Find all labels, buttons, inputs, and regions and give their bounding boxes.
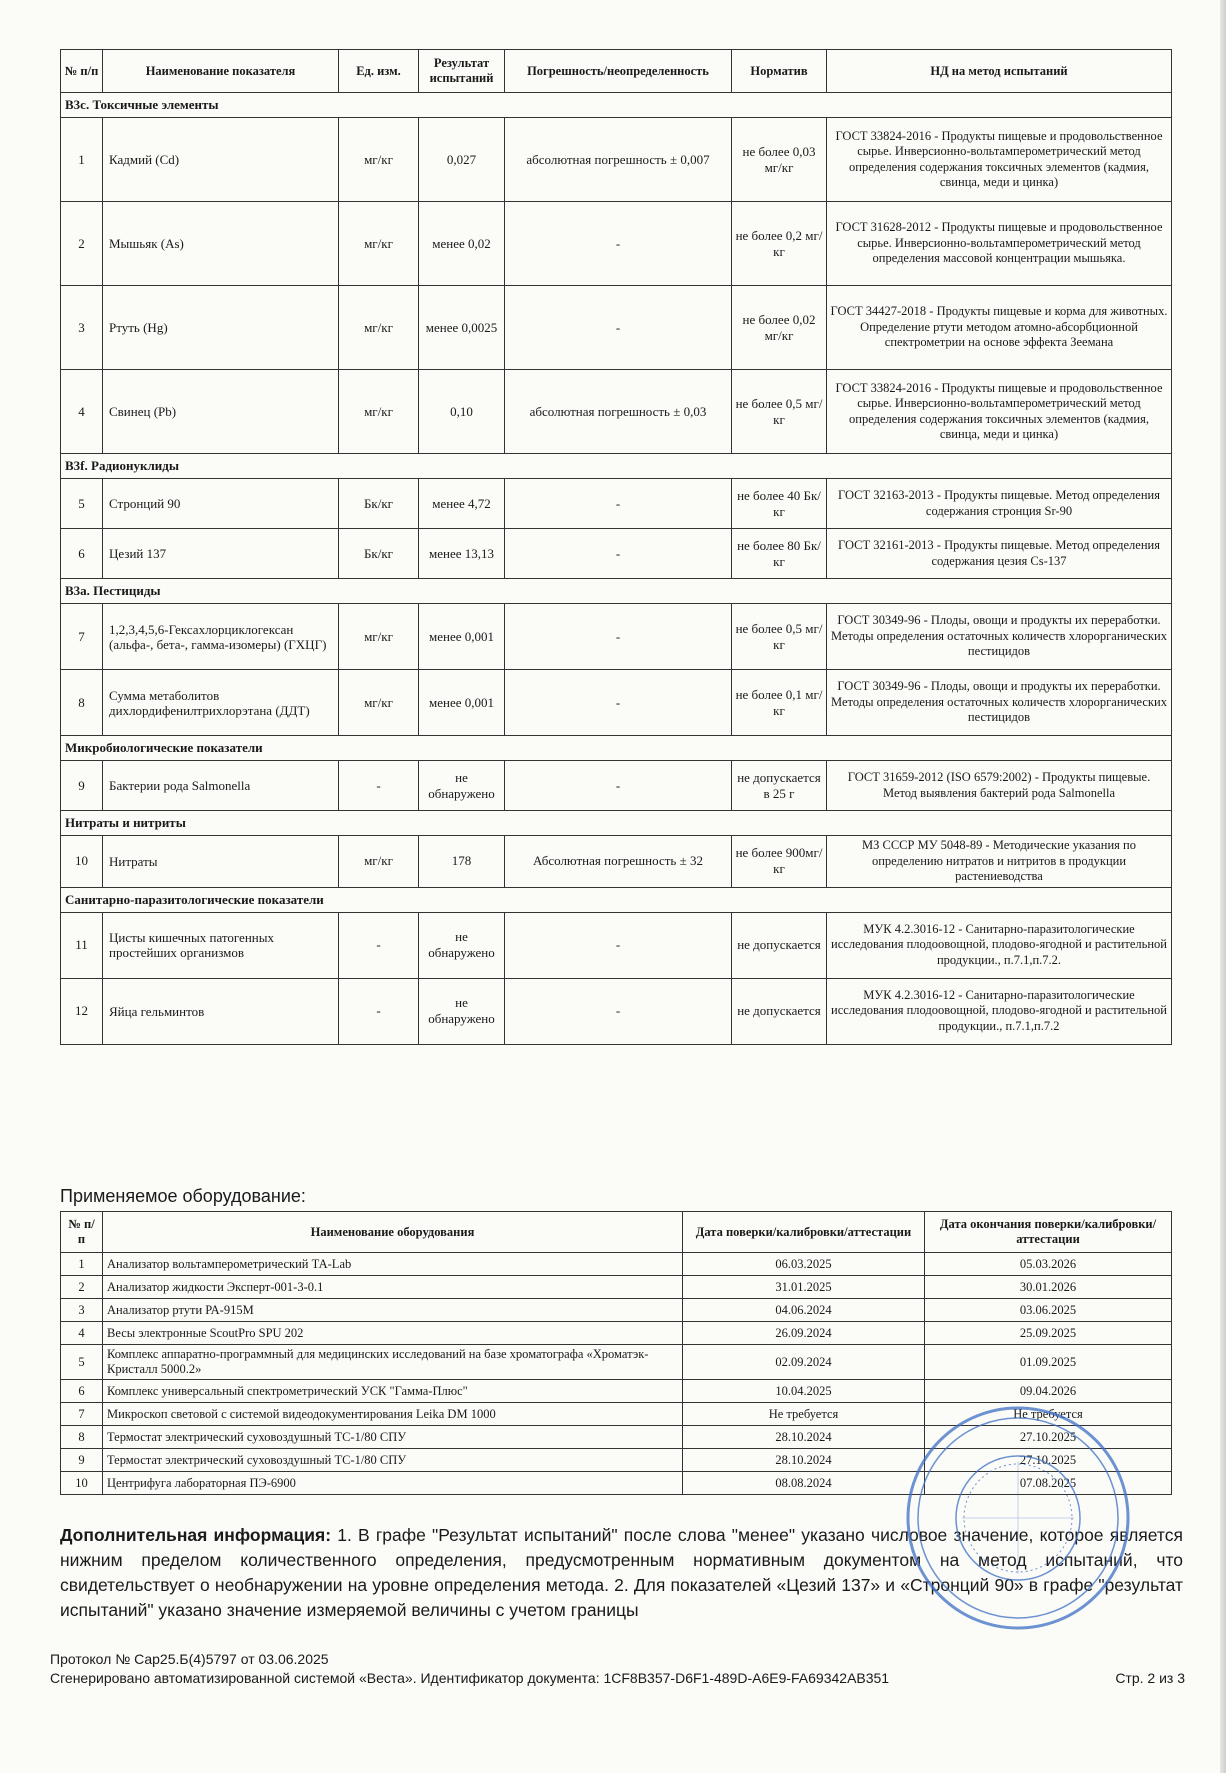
table-row — [61, 1253, 1172, 1276]
cell-norm: не более 80 Бк/кг — [732, 529, 827, 579]
cell-result: не обнаружено — [419, 761, 505, 811]
scan-edge — [1220, 0, 1226, 1773]
equip-cell-date-end: 03.06.2025 — [925, 1299, 1172, 1322]
cell-result: менее 0,001 — [419, 670, 505, 736]
page-number: Стр. 2 из 3 — [1115, 1670, 1185, 1686]
cell-uncertainty: - — [505, 479, 732, 529]
additional-info-text: 1. В графе "Результат испытаний" после слова "менее" указано числовое значение, которое является нижним пределом количественного определения, предусмотренным нормативным документом на метод испытаний, что свидетельствует о необнаружении на уровне определения метода. 2. Для показателей «Цезий 137» и «Стронций 90» в графе "результат испытаний" указано значение измеряемой величины с учетом границы — [60, 1525, 1183, 1620]
cell-name: 1,2,3,4,5,6-Гексахлорциклогексан (альфа-, бета-, гамма-изомеры) (ГХЦГ) — [103, 604, 339, 670]
section-row — [61, 454, 1172, 479]
equip-cell-num: 2 — [61, 1276, 103, 1299]
cell-result: 178 — [419, 836, 505, 888]
cell-unit: мг/кг — [339, 118, 419, 202]
table-row — [61, 479, 1172, 529]
cell-method: ГОСТ 33824-2016 - Продукты пищевые и продовольственное сырье. Инверсионно-вольтамперометрический метод определения содержания токсичных элементов (кадмия, свинца, меди и цинка) — [827, 118, 1172, 202]
cell-uncertainty: - — [505, 286, 732, 370]
cell-uncertainty: - — [505, 912, 732, 978]
equip-cell-num: 7 — [61, 1403, 103, 1426]
cell-norm: не более 0,02 мг/кг — [732, 286, 827, 370]
cell-method: ГОСТ 32161-2013 - Продукты пищевые. Метод определения содержания цезия Cs-137 — [827, 529, 1172, 579]
cell-num: 8 — [61, 670, 103, 736]
cell-name: Сумма метаболитов дихлордифенилтрихлорэтана (ДДТ) — [103, 670, 339, 736]
section-row — [61, 811, 1172, 836]
cell-method: ГОСТ 32163-2013 - Продукты пищевые. Метод определения содержания стронция Sr-90 — [827, 479, 1172, 529]
cell-unit: мг/кг — [339, 836, 419, 888]
cell-uncertainty: Абсолютная погрешность ± 32 — [505, 836, 732, 888]
cell-result: менее 0,001 — [419, 604, 505, 670]
cell-num: 6 — [61, 529, 103, 579]
table-row — [61, 912, 1172, 978]
col-header-num: № п/п — [61, 50, 103, 93]
cell-norm: не более 0,5 мг/кг — [732, 604, 827, 670]
cell-uncertainty: - — [505, 202, 732, 286]
table-row — [61, 286, 1172, 370]
cell-name: Ртуть (Hg) — [103, 286, 339, 370]
results-header-row — [61, 50, 1172, 93]
equip-cell-name: Анализатор жидкости Эксперт-001-3-0.1 — [103, 1276, 683, 1299]
equip-cell-num: 6 — [61, 1380, 103, 1403]
equip-cell-date-end: 25.09.2025 — [925, 1322, 1172, 1345]
equip-cell-date-check: 28.10.2024 — [683, 1426, 925, 1449]
equip-cell-date-check: 28.10.2024 — [683, 1449, 925, 1472]
col-header-result: Результат испытаний — [419, 50, 505, 93]
equip-cell-date-end: 05.03.2026 — [925, 1253, 1172, 1276]
cell-method: МУК 4.2.3016-12 - Санитарно-паразитологические исследования плодоовощной, плодово-ягодной и растительной продукции., п.7.1,п.7.2 — [827, 978, 1172, 1044]
section-title: Микробиологические показатели — [61, 736, 1172, 761]
table-row — [61, 978, 1172, 1044]
cell-unit: Бк/кг — [339, 529, 419, 579]
col-header-name: Наименование показателя — [103, 50, 339, 93]
table-row — [61, 604, 1172, 670]
equip-header-date-check: Дата поверки/калибровки/аттестации — [683, 1212, 925, 1253]
equip-cell-date-end: 07.08.2025 — [925, 1472, 1172, 1495]
section-title: В3f. Радионуклиды — [61, 454, 1172, 479]
equip-cell-date-end: 01.09.2025 — [925, 1345, 1172, 1380]
cell-uncertainty: абсолютная погрешность ± 0,03 — [505, 370, 732, 454]
cell-name: Кадмий (Cd) — [103, 118, 339, 202]
equip-cell-num: 5 — [61, 1345, 103, 1380]
equip-cell-date-check: 06.03.2025 — [683, 1253, 925, 1276]
cell-norm: не более 0,5 мг/кг — [732, 370, 827, 454]
col-header-method: НД на метод испытаний — [827, 50, 1172, 93]
cell-name: Мышьяк (As) — [103, 202, 339, 286]
equipment-title: Применяемое оборудование: — [60, 1186, 306, 1206]
section-title: В3а. Пестициды — [61, 579, 1172, 604]
equip-cell-num: 1 — [61, 1253, 103, 1276]
cell-unit: мг/кг — [339, 604, 419, 670]
col-header-norm: Норматив — [732, 50, 827, 93]
page-footer — [50, 1650, 1185, 1688]
equip-cell-date-end: 09.04.2026 — [925, 1380, 1172, 1403]
cell-norm: не допускается в 25 г — [732, 761, 827, 811]
table-row — [61, 529, 1172, 579]
equip-cell-num: 4 — [61, 1322, 103, 1345]
table-row — [61, 1380, 1172, 1403]
cell-name: Свинец (Pb) — [103, 370, 339, 454]
section-row — [61, 93, 1172, 118]
cell-method: МЗ СССР МУ 5048-89 - Методические указания по определению нитратов и нитритов в продукции растениеводства — [827, 836, 1172, 888]
table-row — [61, 118, 1172, 202]
table-row — [61, 761, 1172, 811]
results-body — [61, 93, 1172, 1045]
equip-cell-num: 10 — [61, 1472, 103, 1495]
cell-result: не обнаружено — [419, 912, 505, 978]
table-row — [61, 670, 1172, 736]
section-title: Санитарно-паразитологические показатели — [61, 887, 1172, 912]
equip-cell-date-check: 02.09.2024 — [683, 1345, 925, 1380]
equip-cell-date-end: 30.01.2026 — [925, 1276, 1172, 1299]
equip-cell-name: Комплекс аппаратно-программный для медицинских исследований на базе хроматографа «Хроматэк-Кристалл 5000.2» — [103, 1345, 683, 1380]
equip-cell-name: Весы электронные ScoutPro SPU 202 — [103, 1322, 683, 1345]
equip-header-date-end: Дата окончания поверки/калибровки/аттестации — [925, 1212, 1172, 1253]
cell-norm: не допускается — [732, 978, 827, 1044]
cell-unit: мг/кг — [339, 286, 419, 370]
equip-cell-date-check: 08.08.2024 — [683, 1472, 925, 1495]
table-row — [61, 202, 1172, 286]
cell-norm: не более 0,03 мг/кг — [732, 118, 827, 202]
cell-num: 4 — [61, 370, 103, 454]
col-header-unit: Ед. изм. — [339, 50, 419, 93]
cell-method: ГОСТ 31659-2012 (ISO 6579:2002) - Продукты пищевые. Метод выявления бактерий рода Salmonella — [827, 761, 1172, 811]
equip-cell-date-end: 27.10.2025 — [925, 1449, 1172, 1472]
equip-cell-num: 8 — [61, 1426, 103, 1449]
equip-cell-date-check: 26.09.2024 — [683, 1322, 925, 1345]
cell-norm: не более 0,1 мг/кг — [732, 670, 827, 736]
equip-cell-date-check: 04.06.2024 — [683, 1299, 925, 1322]
equip-cell-name: Комплекс универсальный спектрометрический УСК "Гамма-Плюс" — [103, 1380, 683, 1403]
additional-info-label: Дополнительная информация: — [60, 1525, 332, 1545]
cell-result: 0,10 — [419, 370, 505, 454]
equip-cell-name: Микроскоп световой с системой видеодокументирования Leika DM 1000 — [103, 1403, 683, 1426]
cell-norm: не более 40 Бк/кг — [732, 479, 827, 529]
equip-cell-num: 9 — [61, 1449, 103, 1472]
cell-uncertainty: - — [505, 529, 732, 579]
results-table — [60, 49, 1172, 1045]
cell-num: 3 — [61, 286, 103, 370]
cell-result: менее 0,0025 — [419, 286, 505, 370]
cell-num: 1 — [61, 118, 103, 202]
cell-uncertainty: - — [505, 761, 732, 811]
table-row — [61, 1299, 1172, 1322]
cell-result: менее 4,72 — [419, 479, 505, 529]
equip-cell-date-check: 31.01.2025 — [683, 1276, 925, 1299]
cell-result: 0,027 — [419, 118, 505, 202]
section-title: В3с. Токсичные элементы — [61, 93, 1172, 118]
table-row — [61, 370, 1172, 454]
section-title: Нитраты и нитриты — [61, 811, 1172, 836]
cell-name: Цезий 137 — [103, 529, 339, 579]
cell-uncertainty: - — [505, 978, 732, 1044]
equip-header-name: Наименование оборудования — [103, 1212, 683, 1253]
cell-method: ГОСТ 33824-2016 - Продукты пищевые и продовольственное сырье. Инверсионно-вольтамперометрический метод определения содержания токсичных элементов (кадмия, свинца, меди и цинка) — [827, 370, 1172, 454]
equipment-header-row — [61, 1212, 1172, 1253]
cell-num: 11 — [61, 912, 103, 978]
equip-cell-name: Центрифуга лабораторная ПЭ-6900 — [103, 1472, 683, 1495]
generated-note: Сгенерировано автоматизированной системой «Веста». Идентификатор документа: 1CF8B357-D6F1-489D-A6E9-FA69342AB351 — [50, 1670, 890, 1686]
equip-cell-date-check: Не требуется — [683, 1403, 925, 1426]
equip-cell-date-check: 10.04.2025 — [683, 1380, 925, 1403]
equip-header-num: № п/п — [61, 1212, 103, 1253]
table-row — [61, 1322, 1172, 1345]
equip-cell-name: Термостат электрический суховоздушный ТС-1/80 СПУ — [103, 1426, 683, 1449]
cell-uncertainty: - — [505, 670, 732, 736]
cell-unit: мг/кг — [339, 670, 419, 736]
cell-result: менее 13,13 — [419, 529, 505, 579]
cell-unit: Бк/кг — [339, 479, 419, 529]
cell-name: Нитраты — [103, 836, 339, 888]
cell-unit: - — [339, 912, 419, 978]
cell-uncertainty: абсолютная погрешность ± 0,007 — [505, 118, 732, 202]
cell-result: менее 0,02 — [419, 202, 505, 286]
cell-num: 12 — [61, 978, 103, 1044]
cell-norm: не более 0,2 мг/кг — [732, 202, 827, 286]
cell-result: не обнаружено — [419, 978, 505, 1044]
cell-method: ГОСТ 31628-2012 - Продукты пищевые и продовольственное сырье. Инверсионно-вольтамперометрический метод определения массовой концентрации мышьяка. — [827, 202, 1172, 286]
col-header-uncertainty: Погрешность/неопределенность — [505, 50, 732, 93]
equip-cell-name: Термостат электрический суховоздушный ТС-1/80 СПУ — [103, 1449, 683, 1472]
equip-cell-date-end: 27.10.2025 — [925, 1426, 1172, 1449]
cell-method: МУК 4.2.3016-12 - Санитарно-паразитологические исследования плодоовощной, плодово-ягодной и растительной продукции., п.7.1,п.7.2. — [827, 912, 1172, 978]
cell-unit: - — [339, 978, 419, 1044]
cell-unit: мг/кг — [339, 202, 419, 286]
table-row — [61, 836, 1172, 888]
equip-cell-num: 3 — [61, 1299, 103, 1322]
cell-num: 2 — [61, 202, 103, 286]
equip-cell-date-end: Не требуется — [925, 1403, 1172, 1426]
cell-name: Бактерии рода Salmonella — [103, 761, 339, 811]
cell-num: 5 — [61, 479, 103, 529]
cell-method: ГОСТ 30349-96 - Плоды, овощи и продукты их переработки. Методы определения остаточных количеств хлорорганических пестицидов — [827, 670, 1172, 736]
cell-name: Цисты кишечных патогенных простейших организмов — [103, 912, 339, 978]
section-row — [61, 887, 1172, 912]
protocol-number: Протокол № Сар25.Б(4)5797 от 03.06.2025 — [50, 1651, 329, 1667]
cell-method: ГОСТ 34427-2018 - Продукты пищевые и корма для животных. Определение ртути методом атомно-абсорбционной спектрометрии на основе эффекта Зеемана — [827, 286, 1172, 370]
cell-uncertainty: - — [505, 604, 732, 670]
cell-unit: мг/кг — [339, 370, 419, 454]
equip-cell-name: Анализатор ртути РА-915М — [103, 1299, 683, 1322]
cell-method: ГОСТ 30349-96 - Плоды, овощи и продукты их переработки. Методы определения остаточных количеств хлорорганических пестицидов — [827, 604, 1172, 670]
equip-cell-name: Анализатор вольтамперометрический ТА-Lab — [103, 1253, 683, 1276]
table-row — [61, 1276, 1172, 1299]
cell-unit: - — [339, 761, 419, 811]
cell-norm: не более 900мг/кг — [732, 836, 827, 888]
cell-num: 10 — [61, 836, 103, 888]
section-row — [61, 736, 1172, 761]
cell-name: Стронций 90 — [103, 479, 339, 529]
cell-num: 9 — [61, 761, 103, 811]
cell-name: Яйца гельминтов — [103, 978, 339, 1044]
round-seal-icon — [902, 1402, 1134, 1634]
cell-norm: не допускается — [732, 912, 827, 978]
cell-num: 7 — [61, 604, 103, 670]
section-row — [61, 579, 1172, 604]
table-row — [61, 1345, 1172, 1380]
